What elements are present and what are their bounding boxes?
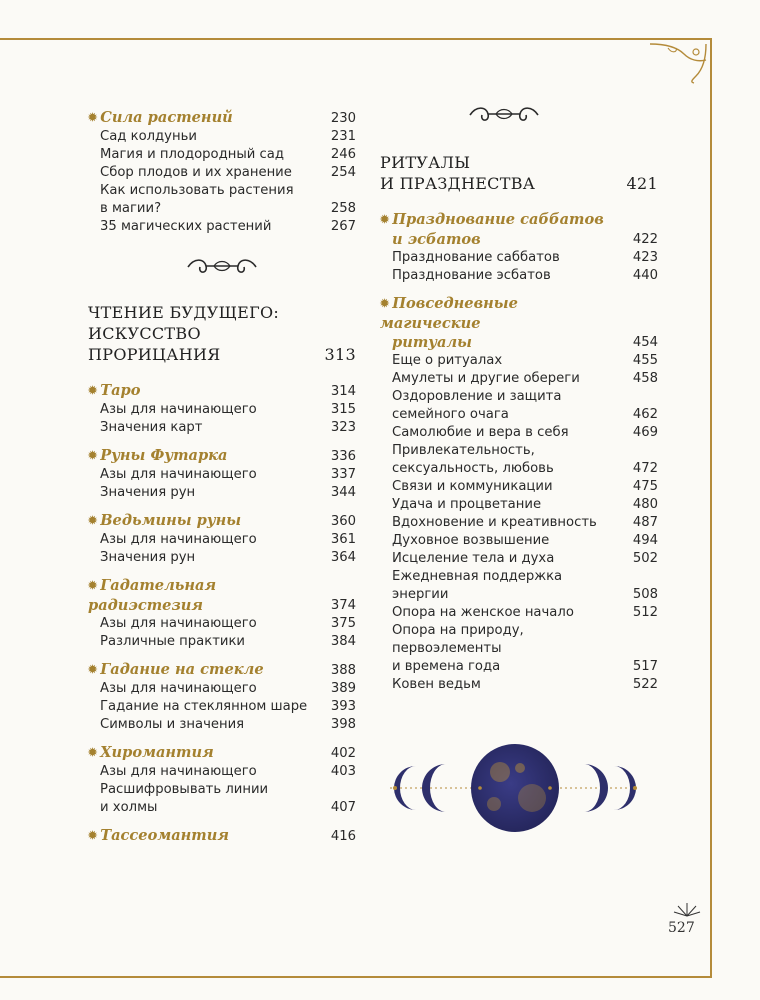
entry-page-number: 508 <box>632 587 658 602</box>
entry-page-number: 402 <box>330 746 356 761</box>
toc-entry <box>88 419 356 437</box>
star-bullet-icon: ✹ <box>88 514 98 527</box>
entry-page-number: 416 <box>330 829 356 844</box>
entry-title-line <box>100 128 318 146</box>
entry-title-line <box>380 333 620 352</box>
toc-entry <box>88 218 356 236</box>
entry-title: ПРОРИЦАНИЯ <box>88 345 221 364</box>
entry-page-number: 522 <box>632 677 658 692</box>
entry-title: Амулеты и другие обереги <box>392 371 580 386</box>
entry-title: Различные практики <box>100 634 246 649</box>
toc-entry <box>380 478 658 496</box>
section-heading <box>380 210 658 249</box>
entry-title-line <box>392 550 620 568</box>
entry-title: Таро <box>100 382 141 399</box>
entry-title: Азы для начинающего <box>100 681 257 696</box>
entry-title: и времена года <box>392 659 501 674</box>
entry-title-line <box>392 370 620 388</box>
entry-page-number: 512 <box>632 605 658 620</box>
entry-title-line <box>392 267 620 285</box>
entry-title: Азы для начинающего <box>100 532 257 547</box>
toc-entry <box>380 442 658 478</box>
entry-title: Духовное возвышение <box>392 533 550 548</box>
frame-top-border <box>0 38 712 40</box>
entry-page-number: 422 <box>632 232 658 247</box>
toc-entry <box>380 622 658 676</box>
entry-title: ИСКУССТВО <box>88 324 201 343</box>
entry-page-number: 421 <box>626 174 658 193</box>
entry-title-line <box>88 108 318 128</box>
star-bullet-icon: ✹ <box>380 297 390 310</box>
entry-title: Магия и плодородный сад <box>100 147 284 162</box>
entry-page-number: 475 <box>632 479 658 494</box>
entry-page-number: 472 <box>632 461 658 476</box>
entry-title-line <box>100 549 318 567</box>
entry-title: и холмы <box>100 800 158 815</box>
entry-title: Удача и процветание <box>392 497 542 512</box>
entry-title: Связи и коммуникации <box>392 479 553 494</box>
entry-title-line <box>392 658 620 676</box>
entry-title: Привлекательность, <box>392 443 535 458</box>
entry-title-line <box>392 424 620 442</box>
entry-page-number: 403 <box>330 764 356 779</box>
toc-entry <box>88 531 356 549</box>
entry-title-line <box>380 230 620 249</box>
entry-page-number: 389 <box>330 681 356 696</box>
entry-title-line <box>392 676 620 694</box>
entry-title: Празднование саббатов <box>392 250 560 265</box>
entry-page-number: 375 <box>330 616 356 631</box>
entry-title: Ведьмины руны <box>100 512 242 529</box>
entry-title-line <box>100 218 318 236</box>
entry-title: Исцеление тела и духа <box>392 551 555 566</box>
entry-title-line <box>88 323 318 344</box>
toc-entry <box>88 781 356 817</box>
toc-entry <box>380 370 658 388</box>
moon-phases-icon <box>390 740 640 836</box>
entry-page-number: 480 <box>632 497 658 512</box>
entry-title-line <box>100 716 318 734</box>
entry-title-line <box>88 381 318 401</box>
entry-title-line <box>392 442 620 460</box>
entry-title: Руны Футарка <box>100 447 228 464</box>
entry-title: и эсбатов <box>392 231 481 248</box>
entry-title: Гадание на стекле <box>100 661 264 678</box>
entry-title-line <box>100 615 318 633</box>
entry-title: И ПРАЗДНЕСТВА <box>380 174 536 193</box>
entry-page-number: 517 <box>632 659 658 674</box>
star-bullet-icon: ✹ <box>88 111 98 124</box>
section-heading <box>88 660 356 680</box>
entry-page-number: 469 <box>632 425 658 440</box>
entry-title: Опора на женское начало <box>392 605 574 620</box>
entry-page-number: 314 <box>330 384 356 399</box>
entry-title-line <box>100 484 318 502</box>
entry-title: Гадательная радиэстезия <box>88 577 217 614</box>
toc-left-column <box>88 108 356 846</box>
entry-title-line <box>392 388 620 406</box>
entry-title-line <box>392 249 620 267</box>
entry-title: в магии? <box>100 201 162 216</box>
entry-page-number: 230 <box>330 111 356 126</box>
toc-entry <box>88 466 356 484</box>
entry-title-line <box>100 763 318 781</box>
entry-title: Сбор плодов и их хранение <box>100 165 292 180</box>
entry-title-line <box>100 200 318 218</box>
section-heading <box>380 294 658 352</box>
entry-page-number: 344 <box>330 485 356 500</box>
entry-page-number: 384 <box>330 634 356 649</box>
entry-title-line <box>392 568 620 586</box>
entry-title-line <box>100 799 318 817</box>
entry-title: Сад колдуньи <box>100 129 197 144</box>
toc-entry <box>88 128 356 146</box>
entry-title-line <box>88 826 318 846</box>
toc-entry <box>380 514 658 532</box>
entry-page-number: 455 <box>632 353 658 368</box>
entry-page-number: 364 <box>330 550 356 565</box>
toc-right-column <box>380 152 658 694</box>
toc-entry <box>88 182 356 218</box>
entry-page-number: 337 <box>330 467 356 482</box>
star-bullet-icon: ✹ <box>88 579 98 592</box>
entry-page-number: 462 <box>632 407 658 422</box>
entry-page-number: 502 <box>632 551 658 566</box>
section-heading <box>88 511 356 531</box>
entry-page-number: 487 <box>632 515 658 530</box>
entry-title-line <box>392 352 620 370</box>
entry-title-line <box>392 640 620 658</box>
entry-title: РИТУАЛЫ <box>380 153 471 172</box>
toc-entry <box>380 550 658 568</box>
section-heading <box>88 446 356 466</box>
toc-entry <box>88 164 356 182</box>
entry-title: первоэлементы <box>392 641 502 656</box>
entry-title-line <box>100 781 318 799</box>
entry-page-number: 423 <box>632 250 658 265</box>
toc-entry <box>380 267 658 285</box>
star-bullet-icon: ✹ <box>88 384 98 397</box>
section-heading <box>88 108 356 128</box>
entry-title-line <box>380 210 620 230</box>
star-bullet-icon: ✹ <box>380 213 390 226</box>
entry-title: Азы для начинающего <box>100 616 257 631</box>
entry-title-line <box>88 576 318 615</box>
entry-page-number: 336 <box>330 449 356 464</box>
entry-title: Значения карт <box>100 420 203 435</box>
entry-title-line <box>100 401 318 419</box>
entry-page-number: 315 <box>330 402 356 417</box>
toc-entry <box>380 352 658 370</box>
star-bullet-icon: ✹ <box>88 663 98 676</box>
entry-title-line <box>88 446 318 466</box>
toc-entry <box>88 615 356 633</box>
section-heading <box>88 576 356 615</box>
entry-title-line <box>100 164 318 182</box>
section-heading <box>88 826 356 846</box>
entry-title-line <box>100 531 318 549</box>
entry-title: Азы для начинающего <box>100 402 257 417</box>
entry-title-line <box>392 622 620 640</box>
toc-entry <box>380 496 658 514</box>
entry-page-number: 246 <box>330 147 356 162</box>
entry-page-number: 267 <box>330 219 356 234</box>
entry-title: Символы и значения <box>100 717 245 732</box>
entry-title-line <box>392 604 620 622</box>
ornament-right-icon <box>466 102 542 128</box>
entry-page-number: 388 <box>330 663 356 678</box>
entry-title-line <box>392 478 620 496</box>
toc-entry <box>88 146 356 164</box>
entry-title: Опора на природу, <box>392 623 524 638</box>
entry-page-number: 254 <box>330 165 356 180</box>
entry-title-line <box>100 698 318 716</box>
entry-page-number: 440 <box>632 268 658 283</box>
entry-title: Расшифровывать линии <box>100 782 269 797</box>
entry-title: Ковен ведьм <box>392 677 481 692</box>
entry-title: Тассеомантия <box>100 827 229 844</box>
toc-entry <box>88 549 356 567</box>
entry-title: ритуалы <box>392 334 472 351</box>
entry-page-number: 494 <box>632 533 658 548</box>
entry-page-number: 361 <box>330 532 356 547</box>
entry-page-number: 360 <box>330 514 356 529</box>
toc-entry <box>88 401 356 419</box>
toc-entry <box>380 249 658 267</box>
entry-title: Еще о ритуалах <box>392 353 503 368</box>
entry-title: Повседневные магические <box>380 295 518 332</box>
entry-page-number: 374 <box>330 598 356 613</box>
entry-title: Ежедневная поддержка <box>392 569 563 584</box>
entry-title-line <box>100 146 318 164</box>
entry-title-line <box>380 294 620 333</box>
divider-ornament <box>88 248 356 284</box>
star-bullet-icon: ✹ <box>88 746 98 759</box>
entry-title: Гадание на стеклянном шаре <box>100 699 308 714</box>
entry-title: семейного очага <box>392 407 509 422</box>
entry-title: Азы для начинающего <box>100 764 257 779</box>
toc-entry <box>380 568 658 604</box>
star-bullet-icon: ✹ <box>88 829 98 842</box>
section-heading <box>88 381 356 401</box>
entry-title-line <box>100 680 318 698</box>
toc-entry <box>380 424 658 442</box>
chapter-heading <box>88 302 356 365</box>
frame-bottom-border <box>0 976 712 978</box>
entry-title: Как использовать растения <box>100 183 294 198</box>
toc-entry <box>88 716 356 734</box>
entry-page-number: 398 <box>330 717 356 732</box>
entry-title-line <box>88 660 318 680</box>
entry-title: Значения рун <box>100 485 196 500</box>
entry-title: 35 магических растений <box>100 219 272 234</box>
entry-title-line <box>392 514 620 532</box>
section-heading <box>88 743 356 763</box>
toc-entry <box>88 633 356 651</box>
entry-title: Азы для начинающего <box>100 467 257 482</box>
sunburst-icon <box>672 900 702 918</box>
entry-page-number: 454 <box>632 335 658 350</box>
entry-title-line <box>392 532 620 550</box>
toc-entry <box>380 388 658 424</box>
toc-entry <box>88 763 356 781</box>
entry-title-line <box>88 511 318 531</box>
star-bullet-icon: ✹ <box>88 449 98 462</box>
entry-title: Хиромантия <box>100 744 214 761</box>
entry-page-number: 323 <box>330 420 356 435</box>
entry-title-line <box>88 302 318 323</box>
entry-title-line <box>392 496 620 514</box>
toc-entry <box>380 532 658 550</box>
entry-page-number: 458 <box>632 371 658 386</box>
toc-entry <box>380 676 658 694</box>
entry-title-line <box>392 406 620 424</box>
frame-right-border <box>710 38 712 978</box>
entry-title-line <box>100 633 318 651</box>
entry-title-line <box>100 466 318 484</box>
toc-entry <box>88 484 356 502</box>
entry-title-line <box>380 152 620 173</box>
toc-entry <box>380 604 658 622</box>
entry-title: Оздоровление и защита <box>392 389 562 404</box>
entry-page-number: 393 <box>330 699 356 714</box>
entry-page-number: 231 <box>330 129 356 144</box>
entry-title-line <box>392 460 620 478</box>
divider-ornament-icon <box>184 254 260 280</box>
entry-title-line <box>88 344 318 365</box>
entry-title: сексуальность, любовь <box>392 461 554 476</box>
page-number: 527 <box>668 920 695 936</box>
corner-flourish-icon <box>648 40 710 84</box>
entry-title: Празднование эсбатов <box>392 268 551 283</box>
entry-title-line <box>392 586 620 604</box>
entry-title: Вдохновение и креативность <box>392 515 597 530</box>
entry-title: ЧТЕНИЕ БУДУЩЕГО: <box>88 303 280 322</box>
entry-title: Значения рун <box>100 550 196 565</box>
toc-entry <box>88 680 356 698</box>
entry-title-line <box>100 182 318 200</box>
entry-title: Самолюбие и вера в себя <box>392 425 569 440</box>
entry-title: Празднование саббатов <box>392 211 604 228</box>
entry-page-number: 407 <box>330 800 356 815</box>
chapter-heading <box>380 152 658 194</box>
entry-title-line <box>380 173 620 194</box>
entry-title: Сила растений <box>100 109 233 126</box>
toc-entry <box>88 698 356 716</box>
entry-title-line <box>100 419 318 437</box>
entry-page-number: 313 <box>324 345 356 364</box>
entry-title: энергии <box>392 587 449 602</box>
entry-page-number: 258 <box>330 201 356 216</box>
entry-title-line <box>88 743 318 763</box>
